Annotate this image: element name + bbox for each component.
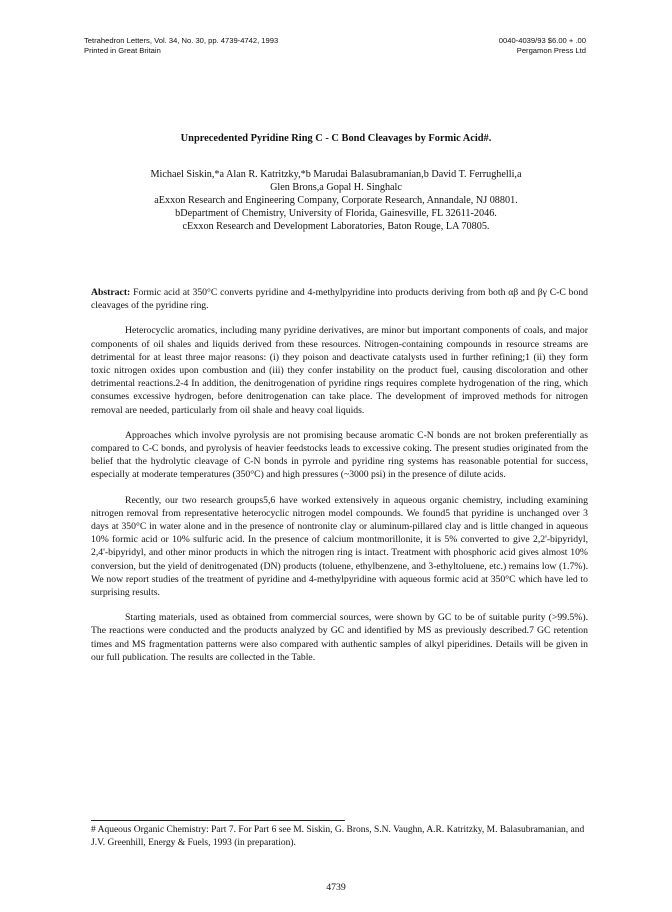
page-number: 4739 [326, 882, 346, 893]
author-line-1: Michael Siskin,*a Alan R. Katritzky,*b Marudai Balasubramanian,b David T. Ferrughelli,a [150, 169, 522, 180]
footnote: # Aqueous Organic Chemistry: Part 7. For Part 6 see M. Siskin, G. Brons, S.N. Vaughn, A.R. Katritzky, M. Balasubramanian, and J.V. Greenhill, Energy & Fuels, 1993 (in preparation). [91, 825, 585, 848]
affiliation-c: cExxon Research and Development Laboratories, Baton Rouge, LA 70805. [182, 221, 490, 232]
affiliation-b: bDepartment of Chemistry, University of Florida, Gainesville, FL 32611-2046. [175, 208, 497, 219]
paragraph-1: Heterocyclic aromatics, including many pyridine derivatives, are minor but important components of coals, and major components of oil shales and liquids derived from these resources. Nitrogen-containing compounds in resource streams are detrimental for at least three major reasons: (i) they poison and deactivate catalysts used in further refining;1 (ii) they form toxic nitrogen oxides upon combustion and (iii) they confer instability on the product fuel, causing discoloration and other detrimental reactions.2-4 In addition, the denitrogenation of pyridine rings requires complete hydrogenation of the ring, which consumes excessive hydrogen, before denitrogenation can take place. The development of improved methods for nitrogen removal are needed, particularly from oil shale and heavy coal liquids. [91, 325, 588, 416]
affiliation-a: aExxon Research and Engineering Company, Corporate Research, Annandale, NJ 08801. [154, 195, 518, 206]
author-block [84, 168, 588, 233]
publisher-info [499, 36, 586, 56]
printed-line: Printed in Great Britain [84, 46, 161, 55]
paragraph-3: Recently, our two research groups5,6 have worked extensively in aqueous organic chemistry, including examining nitrogen removal from representative heterocyclic nitrogen model compounds. We found5 that pyridine is unchanged over 3 days at 350°C in water alone and in the presence of nontronite clay or aluminum-pillared clay and is little changed in aqueous 10% formic acid or 10% sulfuric acid. In the presence of calcium montmorillonite, it is 5% converted to give 2,2'-bipyridyl, 2,4'-bipyridyl, and other minor products in which the nitrogen ring is intact. Treatment with phosphoric acid gives almost 10% conversion, but the yield of denitrogenated (DN) products (toluene, ethylbenzene, and 3-ethyltoluene, etc.) remains low (1.7%). We now report studies of the treatment of pyridine and 4-methylpyridine with aqueous formic acid at 350°C which have led to surprising results. [91, 494, 588, 599]
paragraph-4: Starting materials, used as obtained from commercial sources, were shown by GC to be of suitable purity (>99.5%). The reactions were conducted and the products analyzed by GC and identified by MS as previously described.7 GC retention times and MS fragmentation patterns were also compared with authentic samples of alkyl piperidines. Details will be given in our full publication. The results are collected in the Table. [91, 612, 588, 663]
abstract-label: Abstract: [91, 287, 131, 298]
author-line-2: Glen Brons,a Gopal H. Singhalc [270, 182, 402, 193]
footnote-divider [91, 820, 345, 821]
abstract [91, 286, 588, 312]
journal-citation [84, 36, 278, 56]
paragraph-2: Approaches which involve pyrolysis are not promising because aromatic C-N bonds are not broken preferentially as compared to C-C bonds, and pyrolysis of heavier feedstocks leads to excessive coking. The present studies originated from the belief that the hydrolytic cleavage of C-N bonds in pyrrole and pyridine ring systems has reasonable potential for success, especially at moderate temperatures (350°C) and high pressures (~3000 psi) in the presence of dilute acids. [91, 429, 588, 481]
issn-price: 0040-4039/93 $6.00 + .00 [498, 36, 586, 45]
article-body [91, 286, 588, 676]
article-title: Unprecedented Pyridine Ring C - C Bond Cleavages by Formic Acid#. [180, 133, 492, 144]
abstract-text: Formic acid at 350°C converts pyridine and 4-methylpyridine into products deriving from both αβ and βγ C-C bond cleavages of the pyridine ring. [91, 287, 589, 312]
citation-line: Tetrahedron Letters, Vol. 34, No. 30, pp. 4739-4742, 1993 [84, 36, 279, 45]
publisher-name: Pergamon Press Ltd [516, 46, 586, 55]
